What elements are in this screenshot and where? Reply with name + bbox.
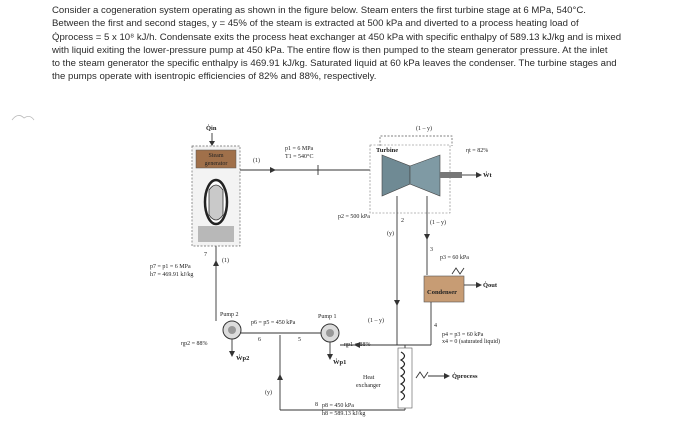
p6-p5-label: p6 = p5 = 450 kPa (251, 320, 296, 326)
decorative-mark (12, 115, 34, 120)
steam-generator (192, 146, 240, 246)
turbine-label: Turbine (376, 147, 399, 154)
w-p1-label: Ẇp1 (333, 359, 347, 366)
p2-label: p2 = 500 kPa (338, 214, 370, 220)
problem-line-6: the pumps operate with isentropic efficiencies of 82% and 88%, respectively. (52, 71, 377, 83)
condenser (424, 268, 464, 302)
state-6-number: 6 (258, 337, 261, 343)
heat-exchanger-label-2: exchanger (356, 383, 381, 389)
state-4-number: 4 (434, 323, 437, 329)
q-out-label: Q̇out (483, 282, 498, 289)
eta-p1-label: ηp1 = 88% (344, 342, 371, 348)
h8-label: h8 = 589.13 kJ/kg (322, 411, 366, 417)
p8-label: p8 = 450 kPa (322, 403, 354, 409)
steam-generator-label-2: generator (204, 161, 228, 167)
state-3-number: 3 (430, 247, 433, 253)
state-1-left-label: (1) (222, 258, 229, 264)
p3-label: p3 = 60 kPa (440, 255, 469, 261)
problem-line-2: Between the first and second stages, y = 45% of the steam is extracted at 500 kPa and diverted to a process heating load of (52, 18, 579, 30)
p7-label: p7 = p1 = 6 MPa (150, 264, 191, 270)
pump-1 (318, 314, 339, 342)
state-8-number: 8 (315, 402, 318, 408)
pump-1-label: Pump 1 (318, 314, 337, 320)
x4-label: x4 = 0 (saturated liquid) (442, 339, 501, 345)
state-1-top: (1) (253, 158, 260, 164)
t1-label: T1 = 540°C (285, 154, 314, 160)
w-t-label: Ẇt (483, 172, 492, 179)
problem-statement (52, 4, 692, 84)
one-minus-y-mid-label: (1 – y) (430, 220, 446, 226)
h7-label: h7 = 469.91 kJ/kg (150, 272, 194, 278)
cogeneration-diagram (0, 100, 700, 429)
flow-top-label: (1 – y) (416, 126, 432, 132)
heat-exchanger-label-1: Heat (363, 375, 375, 381)
pump-2-label: Pump 2 (220, 312, 239, 318)
heat-exchanger (356, 348, 412, 408)
y-extraction-label: (y) (387, 231, 394, 237)
eta-t-label: ηt = 82% (466, 148, 489, 154)
q-process-label: Q̇process (452, 373, 478, 380)
condenser-label: Condenser (427, 289, 457, 296)
pump-2 (220, 312, 241, 339)
state-2-number: 2 (401, 218, 404, 224)
eta-p2-label: ηp2 = 88% (181, 341, 208, 347)
problem-line-1: Consider a cogeneration system operating as shown in the figure below. Steam enters the first turbine stage at 6 MPa, 540°C. (52, 5, 586, 16)
steam-generator-label-1: Steam (208, 153, 224, 159)
w-p2-label: Ẇp2 (236, 355, 250, 362)
problem-line-3: Q̇process = 5 x 10⁸ kJ/h. Condensate exits the process heat exchanger at 450 kPa with specific enthalpy of 589.13 kJ/kg and is mixed (52, 31, 622, 43)
state-7-number: 7 (204, 252, 207, 258)
one-minus-y-low-label: (1 – y) (368, 318, 384, 324)
p1-label: p1 = 6 MPa (285, 146, 314, 152)
turbine (370, 145, 462, 213)
y-low-label: (y) (265, 390, 272, 396)
p4-label: p4 = p3 = 60 kPa (442, 332, 484, 338)
problem-line-4: with liquid exiting the lower-pressure pump at 450 kPa. The entire flow is then pumped to the steam generator pressure. At the inlet (52, 44, 608, 56)
q-in-label: Q̇in (206, 125, 217, 132)
state-5-number: 5 (298, 337, 301, 343)
problem-line-5: to the steam generator the specific enthalpy is 469.91 kJ/kg. Saturated liquid at 60 kPa leaves the condenser. The turbine stages and (52, 58, 617, 70)
